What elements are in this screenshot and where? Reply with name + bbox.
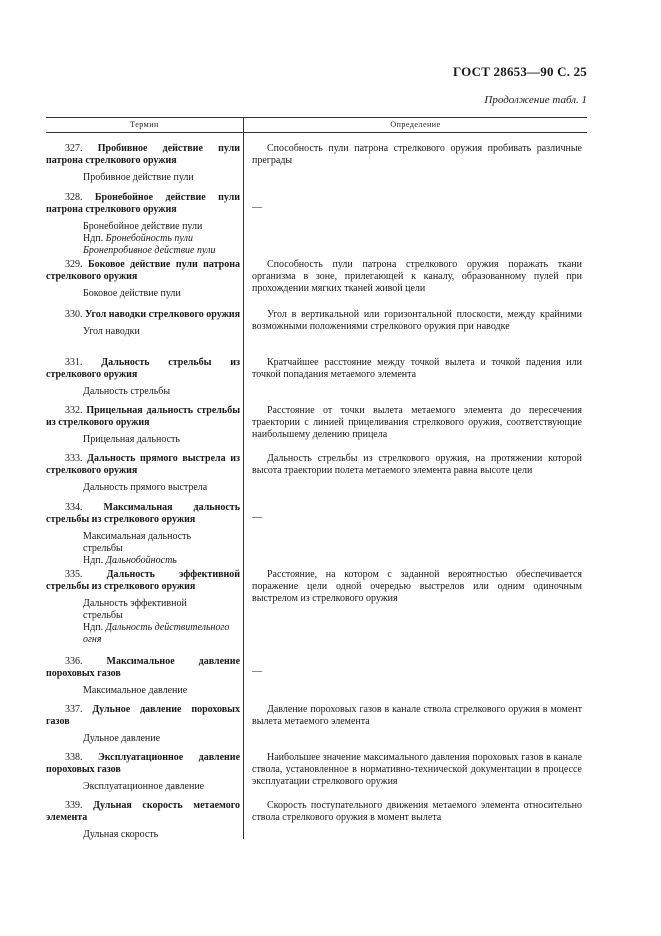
term-cell xyxy=(46,656,240,697)
definition-cell: Давление пороховых газов в канале ствола стрелкового оружия в момент вылета метаемого элемента xyxy=(252,704,582,727)
term-number: 337. xyxy=(65,704,93,715)
term-heading xyxy=(46,569,240,593)
short-term: Дульная скорость xyxy=(83,829,159,840)
term-cell xyxy=(46,704,240,745)
term-synonyms xyxy=(46,531,240,567)
term-number: 328. xyxy=(65,192,95,203)
definition-cell: Расстояние от точки вылета метаемого элемента до пересечения траектории с линией прицеливания стрелкового оружия, соответствующие наибольшему делению прицела xyxy=(252,405,582,440)
short-term: стрельбы xyxy=(83,610,123,621)
term-heading xyxy=(46,453,240,477)
term-title: Дальность стрельбы из стрелкового оружия xyxy=(46,357,241,380)
definition-cell: Способность пули патрона стрелкового оружия поражать ткани организма в зоне, прилегающей к каналу, образованному пулей при прохождении мягких тканей живой цели xyxy=(252,259,582,294)
prohibited-term: Бронепробивное действие пули xyxy=(83,245,216,256)
definition-cell: Скорость поступательного движения метаемого элемента относительно ствола стрелкового оружия в момент вылета xyxy=(252,800,582,823)
definition-cell: — xyxy=(252,202,262,213)
term-cell xyxy=(46,752,240,793)
terms-table xyxy=(46,117,587,839)
term-heading xyxy=(46,704,240,728)
short-term: Дальность стрельбы xyxy=(83,386,171,397)
term-synonyms xyxy=(46,685,240,697)
term-cell xyxy=(46,309,240,338)
term-number: 339. xyxy=(65,800,94,811)
term-synonyms xyxy=(46,288,240,300)
prohibited-term: Ндп. Дальнобойность xyxy=(83,555,177,566)
short-term: Прицельная дальность xyxy=(83,434,180,445)
term-title: Эксплуатационное давление пороховых газов xyxy=(46,752,241,775)
definition-cell: Кратчайшее расстояние между точкой вылета и точкой падения или точкой попадания метаемого элемента xyxy=(252,357,582,380)
term-synonyms xyxy=(46,781,240,793)
term-cell xyxy=(46,143,240,184)
term-synonyms xyxy=(46,221,240,257)
term-cell xyxy=(46,569,240,646)
table-body xyxy=(46,133,587,839)
table-caption: Продолжение табл. 1 xyxy=(484,94,587,106)
definition-cell: Наибольшее значение максимального давления пороховых газов в канале ствола, установленное в нормативно-технической документации в процессе эксплуатации стрелкового оружия xyxy=(252,752,582,787)
term-title: Угол наводки стрелкового оружия xyxy=(85,309,240,320)
short-term: Дульное давление xyxy=(83,733,161,744)
term-number: 327. xyxy=(65,143,98,154)
term-number: 334. xyxy=(65,502,104,513)
term-number: 338. xyxy=(65,752,98,763)
term-heading xyxy=(46,752,240,776)
definition-cell: Дальность стрельбы из стрелкового оружия, на протяжении которой высота траектории полета метаемого элемента равна высоте цели xyxy=(252,453,582,476)
term-cell xyxy=(46,192,240,257)
prohibited-term: Ндп. Бронебойность пули xyxy=(83,233,193,244)
definition-cell: — xyxy=(252,512,262,523)
term-title: Максимальная дальность стрельбы из стрелкового оружия xyxy=(46,502,240,525)
prohibited-label: Ндп. xyxy=(83,233,106,244)
table-header xyxy=(46,117,587,133)
term-heading xyxy=(46,143,240,167)
term-heading xyxy=(46,800,240,824)
short-term: Максимальная дальность xyxy=(83,531,192,542)
term-title: Дульное давление пороховых газов xyxy=(46,704,240,727)
term-cell xyxy=(46,357,240,398)
term-heading xyxy=(46,656,240,680)
short-term: Бронебойное действие пули xyxy=(83,221,203,232)
term-synonyms xyxy=(46,386,240,398)
short-term: Угол наводки xyxy=(83,326,140,337)
prohibited-label: Ндп. xyxy=(83,555,106,566)
term-number: 331. xyxy=(65,357,102,368)
short-term: Эксплуатационное давление xyxy=(83,781,205,792)
page-header: ГОСТ 28653—90 С. 25 xyxy=(453,64,587,79)
short-term: Дальность прямого выстрела xyxy=(83,482,208,493)
short-term: Максимальное давление xyxy=(83,685,188,696)
term-title: Дальность прямого выстрела из стрелкового оружия xyxy=(46,453,241,476)
term-synonyms xyxy=(46,829,240,841)
term-title: Дальность эффективной стрельбы из стрелкового оружия xyxy=(46,569,241,592)
term-title: Боковое действие пули патрона стрелкового оружия xyxy=(46,259,241,282)
term-heading xyxy=(46,309,240,321)
term-cell xyxy=(46,405,240,446)
prohibited-label: Ндп. xyxy=(83,622,106,633)
definition-cell: Способность пули патрона стрелкового оружия пробивать различные преграды xyxy=(252,143,582,166)
term-number: 330. xyxy=(65,309,85,320)
term-synonyms xyxy=(46,482,240,494)
term-number: 332. xyxy=(65,405,87,416)
term-number: 329. xyxy=(65,259,88,270)
term-synonyms xyxy=(46,326,240,338)
short-term: Боковое действие пули xyxy=(83,288,181,299)
term-synonyms xyxy=(46,733,240,745)
term-heading xyxy=(46,192,240,216)
term-number: 336. xyxy=(65,656,107,667)
term-title: Бронебойное действие пули патрона стрелкового оружия xyxy=(46,192,240,215)
term-heading xyxy=(46,259,240,283)
term-synonyms xyxy=(46,434,240,446)
term-synonyms xyxy=(46,598,240,646)
term-title: Прицельная дальность стрельбы из стрелкового оружия xyxy=(46,405,241,428)
column-divider xyxy=(243,133,244,839)
term-title: Пробивное действие пули патрона стрелкового оружия xyxy=(46,143,240,166)
term-synonyms xyxy=(46,172,240,184)
term-title: Максимальное давление пороховых газов xyxy=(46,656,241,679)
term-number: 333. xyxy=(65,453,88,464)
definition-cell: — xyxy=(252,666,262,677)
term-title: Дульная скорость метаемого элемента xyxy=(46,800,240,823)
prohibited-term: Ндп. Дальность действительного xyxy=(83,622,230,633)
column-header-definition: Определение xyxy=(390,120,441,129)
term-heading xyxy=(46,357,240,381)
prohibited-term: огня xyxy=(83,634,102,645)
short-term: стрельбы xyxy=(83,543,123,554)
term-number: 335. xyxy=(65,569,107,580)
column-header-term: Термин xyxy=(46,118,244,132)
short-term: Пробивное действие пули xyxy=(83,172,194,183)
short-term: Дальность эффективной xyxy=(83,598,187,609)
definition-cell: Угол в вертикальной или горизонтальной плоскости, между крайними возможными положениями стрелкового оружия при наводке xyxy=(252,309,582,332)
definition-cell: Расстояние, на котором с заданной вероятностью обеспечивается поражение цели одной очередью выстрелов или одним одиночным выстрелом из стрелкового оружия xyxy=(252,569,582,604)
term-heading xyxy=(46,405,240,429)
term-cell xyxy=(46,259,240,300)
term-cell xyxy=(46,453,240,494)
term-heading xyxy=(46,502,240,526)
term-cell xyxy=(46,800,240,841)
term-cell xyxy=(46,502,240,567)
